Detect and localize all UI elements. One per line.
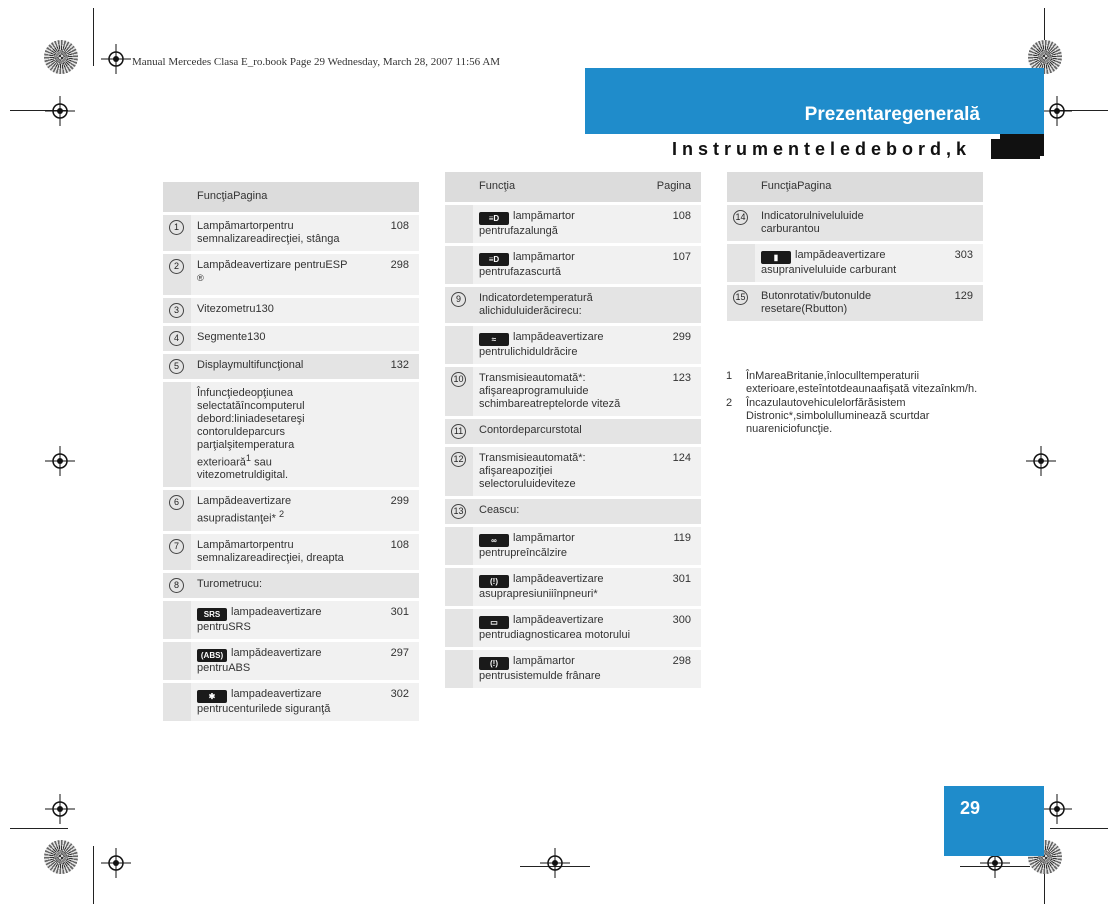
row-page — [639, 284, 701, 323]
table-row — [163, 295, 419, 323]
crosshair-icon — [540, 848, 570, 878]
item-number: 4 — [169, 331, 184, 346]
crosshair-icon — [45, 794, 75, 824]
fuel-warning-icon: ▮ — [761, 251, 791, 264]
row-page: 303 — [921, 241, 983, 282]
registration-dial-icon — [44, 40, 78, 74]
row-page: 298 — [639, 647, 701, 688]
table-row — [163, 639, 419, 680]
row-text: Lampămartorpentru semnalizareadirecţiei, stânga — [191, 212, 357, 251]
column-header-function: Funcţia — [473, 172, 639, 202]
row-page: 297 — [357, 639, 419, 680]
footnote — [726, 370, 986, 396]
footnote-text: Încazulautovehiculelorfărăsistem Distronic*,simbolulluminează scurtdar nuareniciofuncţie. — [746, 397, 930, 435]
row-page: 108 — [357, 531, 419, 570]
row-text: lampădeavertizare pentrulichiduldrăcire — [479, 331, 604, 358]
row-page — [357, 323, 419, 351]
registration-dial-icon — [44, 840, 78, 874]
row-page: 108 — [639, 202, 701, 243]
preheat-indicator-icon: ∞ — [479, 534, 509, 547]
row-superscript: 2 — [278, 509, 285, 520]
table-row — [163, 598, 419, 639]
low-beam-icon: ≡D — [479, 253, 509, 266]
table-row — [727, 241, 983, 282]
row-page: 123 — [639, 364, 701, 416]
table-row — [727, 282, 983, 321]
row-page: 129 — [921, 282, 983, 321]
row-page — [639, 496, 701, 524]
footnote-number: 2 — [726, 397, 733, 409]
row-text: lampămartor pentrufazascurtă — [479, 251, 575, 278]
coolant-warning-icon: ≈ — [479, 333, 509, 346]
table-row — [163, 570, 419, 598]
seatbelt-warning-icon: ✱ — [197, 690, 227, 703]
row-page: 301 — [357, 598, 419, 639]
table-row — [445, 416, 701, 444]
row-text: Lampădeavertizare pentruESP — [197, 259, 348, 271]
table-row — [445, 496, 701, 524]
footnotes — [726, 370, 986, 437]
row-superscript: 1 — [245, 452, 252, 463]
table-row — [163, 379, 419, 488]
brake-system-icon: (!) — [479, 657, 509, 670]
section-subtitle: Instrumenteledebord,k — [672, 139, 972, 159]
row-text: Transmisieautomată*: afişareapoziţiei selectoruluideviteze — [473, 444, 639, 496]
row-text: Ceascu: — [473, 496, 639, 524]
crosshair-icon — [1042, 96, 1072, 126]
row-text: lampadeavertizare pentruSRS — [197, 605, 322, 633]
table-row — [163, 487, 419, 531]
srs-warning-icon: SRS — [197, 608, 227, 621]
row-text: Lampămartorpentru semnalizareadirecţiei, dreapta — [191, 531, 357, 570]
row-page — [357, 295, 419, 323]
crop-mark — [93, 846, 94, 904]
table-row — [163, 212, 419, 251]
item-number: 2 — [169, 259, 184, 274]
item-number: 6 — [169, 495, 184, 510]
function-table-3 — [727, 172, 983, 321]
crosshair-icon — [101, 44, 131, 74]
table-row — [445, 444, 701, 496]
crop-mark — [93, 8, 94, 66]
row-text: lampădeavertizare pentrudiagnosticarea motorului — [479, 614, 631, 641]
crosshair-icon — [1026, 446, 1056, 476]
column-header-function: FuncţiaPagina — [191, 182, 357, 212]
table-row — [163, 251, 419, 295]
footnote-text: ÎnMareaBritanie,înloculltemperaturii exterioare,esteîntotdeaunaafişată vitezaînkm/h. — [746, 370, 978, 395]
row-page: 119 — [639, 524, 701, 565]
crosshair-icon — [45, 446, 75, 476]
table-row — [445, 647, 701, 688]
table-header-row — [163, 182, 419, 212]
crosshair-icon — [101, 848, 131, 878]
row-page: 132 — [357, 351, 419, 379]
row-text: lampădeavertizare asuprapresiuniiînpneuri* — [479, 573, 604, 600]
table-row — [445, 565, 701, 606]
item-number: 14 — [733, 210, 748, 225]
row-page: 301 — [639, 565, 701, 606]
item-number: 13 — [451, 504, 466, 519]
row-text: lampămartor pentrupreîncălzire — [479, 532, 575, 559]
item-number: 8 — [169, 578, 184, 593]
row-superscript: ® — [197, 273, 204, 283]
row-page: 302 — [357, 680, 419, 721]
table-row — [445, 524, 701, 565]
footnote — [726, 397, 986, 436]
row-text: lampămartor pentrusistemulde frânare — [479, 655, 601, 682]
column-header-function: FuncţiaPagina — [755, 172, 921, 202]
row-text: Vitezometru130 — [191, 295, 357, 323]
table-row — [445, 606, 701, 647]
crosshair-icon — [45, 96, 75, 126]
item-number: 15 — [733, 290, 748, 305]
row-page: 299 — [357, 487, 419, 531]
table-row — [445, 323, 701, 364]
item-number: 10 — [451, 372, 466, 387]
abs-warning-icon: (ABS) — [197, 649, 227, 662]
row-text: Lampădeavertizare asupradistanţei* — [197, 495, 292, 525]
item-number: 7 — [169, 539, 184, 554]
column-header-page: Pagina — [639, 172, 701, 202]
book-info-line: Manual Mercedes Clasa E_ro.book Page 29 Wednesday, March 28, 2007 11:56 AM — [132, 56, 501, 68]
table-row — [445, 202, 701, 243]
item-number: 3 — [169, 303, 184, 318]
row-text-continued: sau vitezometruldigital. — [197, 456, 289, 482]
table-row — [445, 284, 701, 323]
function-table-1 — [163, 182, 419, 721]
table-header-row — [727, 172, 983, 202]
engine-diagnostics-icon: ▭ — [479, 616, 509, 629]
subtitle-mask-block — [991, 139, 1040, 159]
row-page: 299 — [639, 323, 701, 364]
high-beam-icon: ≡D — [479, 212, 509, 225]
row-page: 124 — [639, 444, 701, 496]
row-page — [921, 202, 983, 241]
footnote-number: 1 — [726, 370, 733, 382]
page-number-box — [944, 786, 1044, 856]
table-row — [163, 351, 419, 379]
row-page: 107 — [639, 243, 701, 284]
row-text: lampămartor pentrufazalungă — [479, 210, 575, 237]
table-row — [163, 531, 419, 570]
row-text: Înfuncţiedeopţiunea selectatăîncomputerul debord:liniadesetareşi contoruldeparcurs parţialşitemperatura exterioară — [197, 386, 305, 469]
row-text: Indicatordetemperatură alichiduluiderăcirecu: — [473, 284, 639, 323]
row-text: Contordeparcurstotal — [473, 416, 639, 444]
row-page — [357, 570, 419, 598]
table-row — [445, 243, 701, 284]
row-page — [639, 416, 701, 444]
row-text: Turometrucu: — [191, 570, 357, 598]
item-number: 1 — [169, 220, 184, 235]
table-row — [163, 680, 419, 721]
page-number: 29 — [960, 798, 981, 818]
item-number: 12 — [451, 452, 466, 467]
row-text: lampadeavertizare pentrucenturilede siguranţă — [197, 687, 331, 715]
crop-mark — [10, 828, 68, 829]
row-page: 300 — [639, 606, 701, 647]
row-text: lampădeavertizare asupraniveluluide carburant — [761, 249, 897, 276]
table-row — [727, 202, 983, 241]
row-text: lampădeavertizare pentruABS — [197, 646, 322, 674]
row-text: Indicatorulniveluluide carburantou — [755, 202, 921, 241]
item-number: 5 — [169, 359, 184, 374]
table-row — [445, 364, 701, 416]
item-number: 9 — [451, 292, 466, 307]
row-text: Displaymultifuncţional — [191, 351, 357, 379]
row-page: 108 — [357, 212, 419, 251]
crosshair-icon — [1042, 794, 1072, 824]
row-text: Butonrotativ/butonulde resetare(Rbutton) — [755, 282, 921, 321]
table-row — [163, 323, 419, 351]
row-text: Segmente130 — [191, 323, 357, 351]
row-text: Transmisieautomată*: afişareaprogramuluide schimbareatreptelorde viteză — [473, 364, 639, 416]
tire-pressure-warning-icon: (!) — [479, 575, 509, 588]
item-number: 11 — [451, 424, 466, 439]
section-title: Prezentaregenerală — [804, 104, 980, 125]
row-page: 298 — [357, 251, 419, 295]
table-header-row — [445, 172, 701, 202]
function-table-2 — [445, 172, 701, 688]
crop-mark — [1050, 828, 1108, 829]
